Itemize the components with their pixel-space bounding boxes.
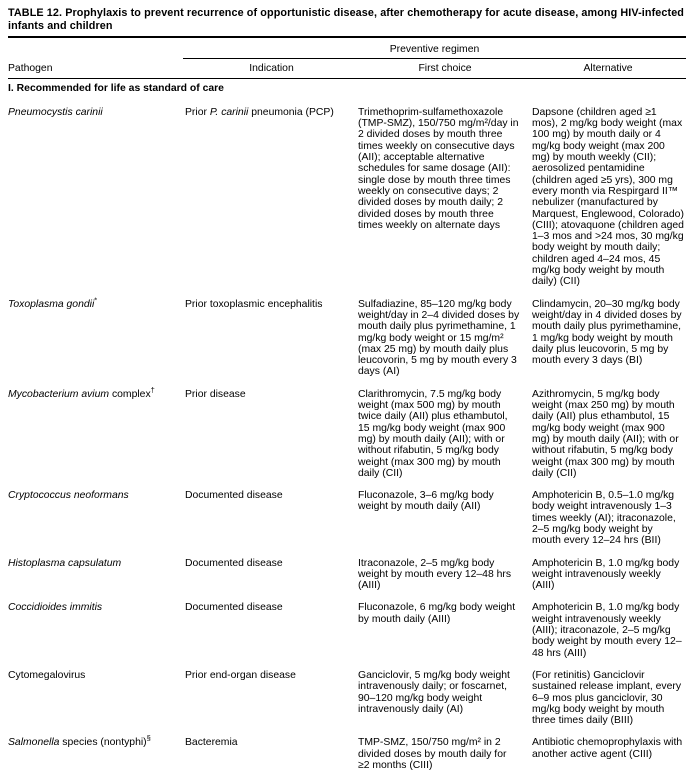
pathogen-footnote-mark: § — [146, 733, 151, 743]
table-row — [8, 295, 686, 378]
column-header-indication: Indication — [249, 63, 294, 75]
pathogen-name-roman: Cytomegalovirus — [8, 669, 86, 681]
indication-cell — [185, 107, 358, 288]
table-row — [8, 490, 686, 546]
alternative-cell: Dapsone (children aged ≥1 mos), 2 mg/kg body weight (max 100 mg) by mouth daily or 4 mg/kg body weight (max 200 mg) by mouth weekly (CII); aerosolized pentamidine (children aged ≥5 yrs), 300 mg every month via Respirgard II™ nebulizer (manufactured by Marquest, Englewood, Colorado) (CIII); atovaquone (children aged 1–3 mos and >24 mos, 30 mg/kg body weight by mouth daily; children aged 4–24 mos, 45 mg/kg body weight by mouth daily) (CII) — [532, 106, 684, 288]
indication-text: Prior — [185, 106, 210, 118]
regimen-group-header: Preventive regimen — [183, 38, 686, 59]
table-row — [8, 733, 686, 771]
table-row — [8, 107, 686, 288]
first-choice-cell: Fluconazole, 6 mg/kg body weight by mouth daily (AIII) — [358, 602, 516, 625]
pathogen-cell — [8, 733, 185, 771]
indication-cell — [185, 389, 358, 479]
table-row — [8, 602, 686, 658]
pathogen-name-italic: Pneumocystis carinii — [8, 106, 103, 118]
indication-text: Documented disease — [185, 490, 283, 502]
column-header-first-choice: First choice — [418, 63, 472, 75]
indication-text: Bacteremia — [185, 737, 238, 749]
alternative-cell: Clindamycin, 20–30 mg/kg body weight/day in 4 divided doses by mouth daily plus pyrimethamine, 1 mg/kg body weight by mouth daily plus leucovorin, 5 mg by mouth every 3 days (BI) — [532, 298, 682, 367]
pathogen-footnote-mark: * — [94, 295, 98, 305]
table-row — [8, 385, 686, 479]
table-row — [8, 670, 686, 726]
first-choice-cell: Clarithromycin, 7.5 mg/kg body weight (max 500 mg) by mouth twice daily (AII) plus ethambutol, 15 mg/kg body weight (max 900 mg) by mouth daily (AII); with or without rifabutin, 5 mg/kg body weight (max 300 mg) by mouth daily (CII) — [358, 388, 508, 479]
alternative-cell: Azithromycin, 5 mg/kg body weight (max 250 mg) by mouth daily (AII) plus ethambutol, 15 mg/kg body weight (max 900 mg) by mouth daily (AII); with or without rifabutin, 5 mg/kg body weight (max 300 mg) by mouth daily (CII) — [532, 388, 679, 479]
indication-cell — [185, 602, 358, 658]
indication-cell — [185, 299, 358, 378]
section-header: I. Recommended for life as standard of care — [8, 82, 224, 94]
first-choice-cell: Trimethoprim-sulfamethoxazole (TMP-SMZ), 150/750 mg/m²/day in 2 divided doses by mouth three times weekly on consecutive days (AII); acceptable alternative schedules for same dosage (AII): single dose by mouth three times weekly on consecutive days; 2 divided doses by mouth daily; 2 divided doses by mouth three times weekly on alternate days — [358, 106, 519, 231]
table-row — [8, 558, 686, 592]
first-choice-cell: Fluconazole, 3–6 mg/kg body weight by mouth daily (AII) — [358, 490, 494, 513]
indication-cell — [185, 737, 358, 771]
pathogen-name-roman: species (nontyphi) — [59, 737, 147, 749]
pathogen-cell — [8, 385, 185, 479]
pathogen-name-italic: Coccidioides immitis — [8, 602, 103, 614]
pathogen-cell — [8, 295, 185, 378]
first-choice-cell: TMP-SMZ, 150/750 mg/m² in 2 divided doses by mouth daily for ≥2 months (CIII) — [358, 737, 507, 771]
pathogen-cell — [8, 558, 185, 592]
pathogen-cell — [8, 670, 185, 726]
alternative-cell: (For retinitis) Ganciclovir sustained release implant, every 6–9 mos plus ganciclovir, 30 mg/kg body weight by mouth three times daily (BIII) — [532, 669, 682, 727]
alternative-cell: Amphotericin B, 0.5–1.0 mg/kg body weight intravenously 1–3 times weekly (AI); itraconazole, 2–5 mg/kg body weight by mouth every 12–24 hrs (BII) — [532, 490, 676, 547]
alternative-cell: Amphotericin B, 1.0 mg/kg body weight intravenously weekly (AIII) — [532, 557, 680, 592]
indication-text: Documented disease — [185, 557, 283, 569]
indication-cell — [185, 558, 358, 592]
first-choice-cell: Sulfadiazine, 85–120 mg/kg body weight/day in 2–4 divided doses by mouth daily plus pyrimethamine, 1 mg/kg body weight or 15 mg/m² (max 25 mg) by mouth daily plus leucovorin, 5 mg by mouth every 3 days (AI) — [358, 298, 520, 378]
first-choice-cell: Itraconazole, 2–5 mg/kg body weight by mouth every 12–48 hrs (AIII) — [358, 557, 512, 592]
first-choice-cell: Ganciclovir, 5 mg/kg body weight intravenously daily; or foscarnet, 90–120 mg/kg body weight intravenously daily (AI) — [358, 669, 510, 715]
pathogen-name-italic: Salmonella — [8, 737, 60, 749]
pathogen-name-italic: Toxoplasma gondii — [8, 298, 95, 310]
column-header-alternative: Alternative — [583, 63, 633, 75]
pathogen-name-roman: complex — [109, 388, 151, 400]
pathogen-cell — [8, 602, 185, 658]
alternative-cell: Amphotericin B, 1.0 mg/kg body weight intravenously weekly (AIII); itraconazole, 2–5 mg/kg body weight by mouth every 12–48 hrs (AIII) — [532, 602, 682, 659]
indication-text-post: pneumonia (PCP) — [248, 106, 334, 118]
pathogen-name-italic: Cryptococcus neoformans — [8, 490, 129, 502]
indication-text-italic: P. carinii — [209, 106, 249, 118]
indication-text: Prior disease — [185, 388, 246, 400]
column-header-pathogen: Pathogen — [8, 63, 53, 75]
pathogen-cell — [8, 107, 185, 288]
indication-text: Prior toxoplasmic encephalitis — [185, 298, 323, 310]
indication-text: Prior end-organ disease — [185, 669, 296, 681]
indication-cell — [185, 670, 358, 726]
pathogen-cell — [8, 490, 185, 546]
alternative-cell: Antibiotic chemoprophylaxis with another active agent (CIII) — [532, 737, 683, 760]
pathogen-name-italic: Histoplasma capsulatum — [8, 557, 122, 569]
page-title: TABLE 12. Prophylaxis to prevent recurrence of opportunistic disease, after chemotherapy for acute disease, among HIV-infected infants and children — [8, 7, 684, 32]
indication-cell — [185, 490, 358, 546]
pathogen-footnote-mark: † — [150, 385, 155, 395]
table-column-headers — [8, 59, 686, 78]
indication-text: Documented disease — [185, 602, 283, 614]
pathogen-name-italic: Mycobacterium avium — [8, 388, 110, 400]
